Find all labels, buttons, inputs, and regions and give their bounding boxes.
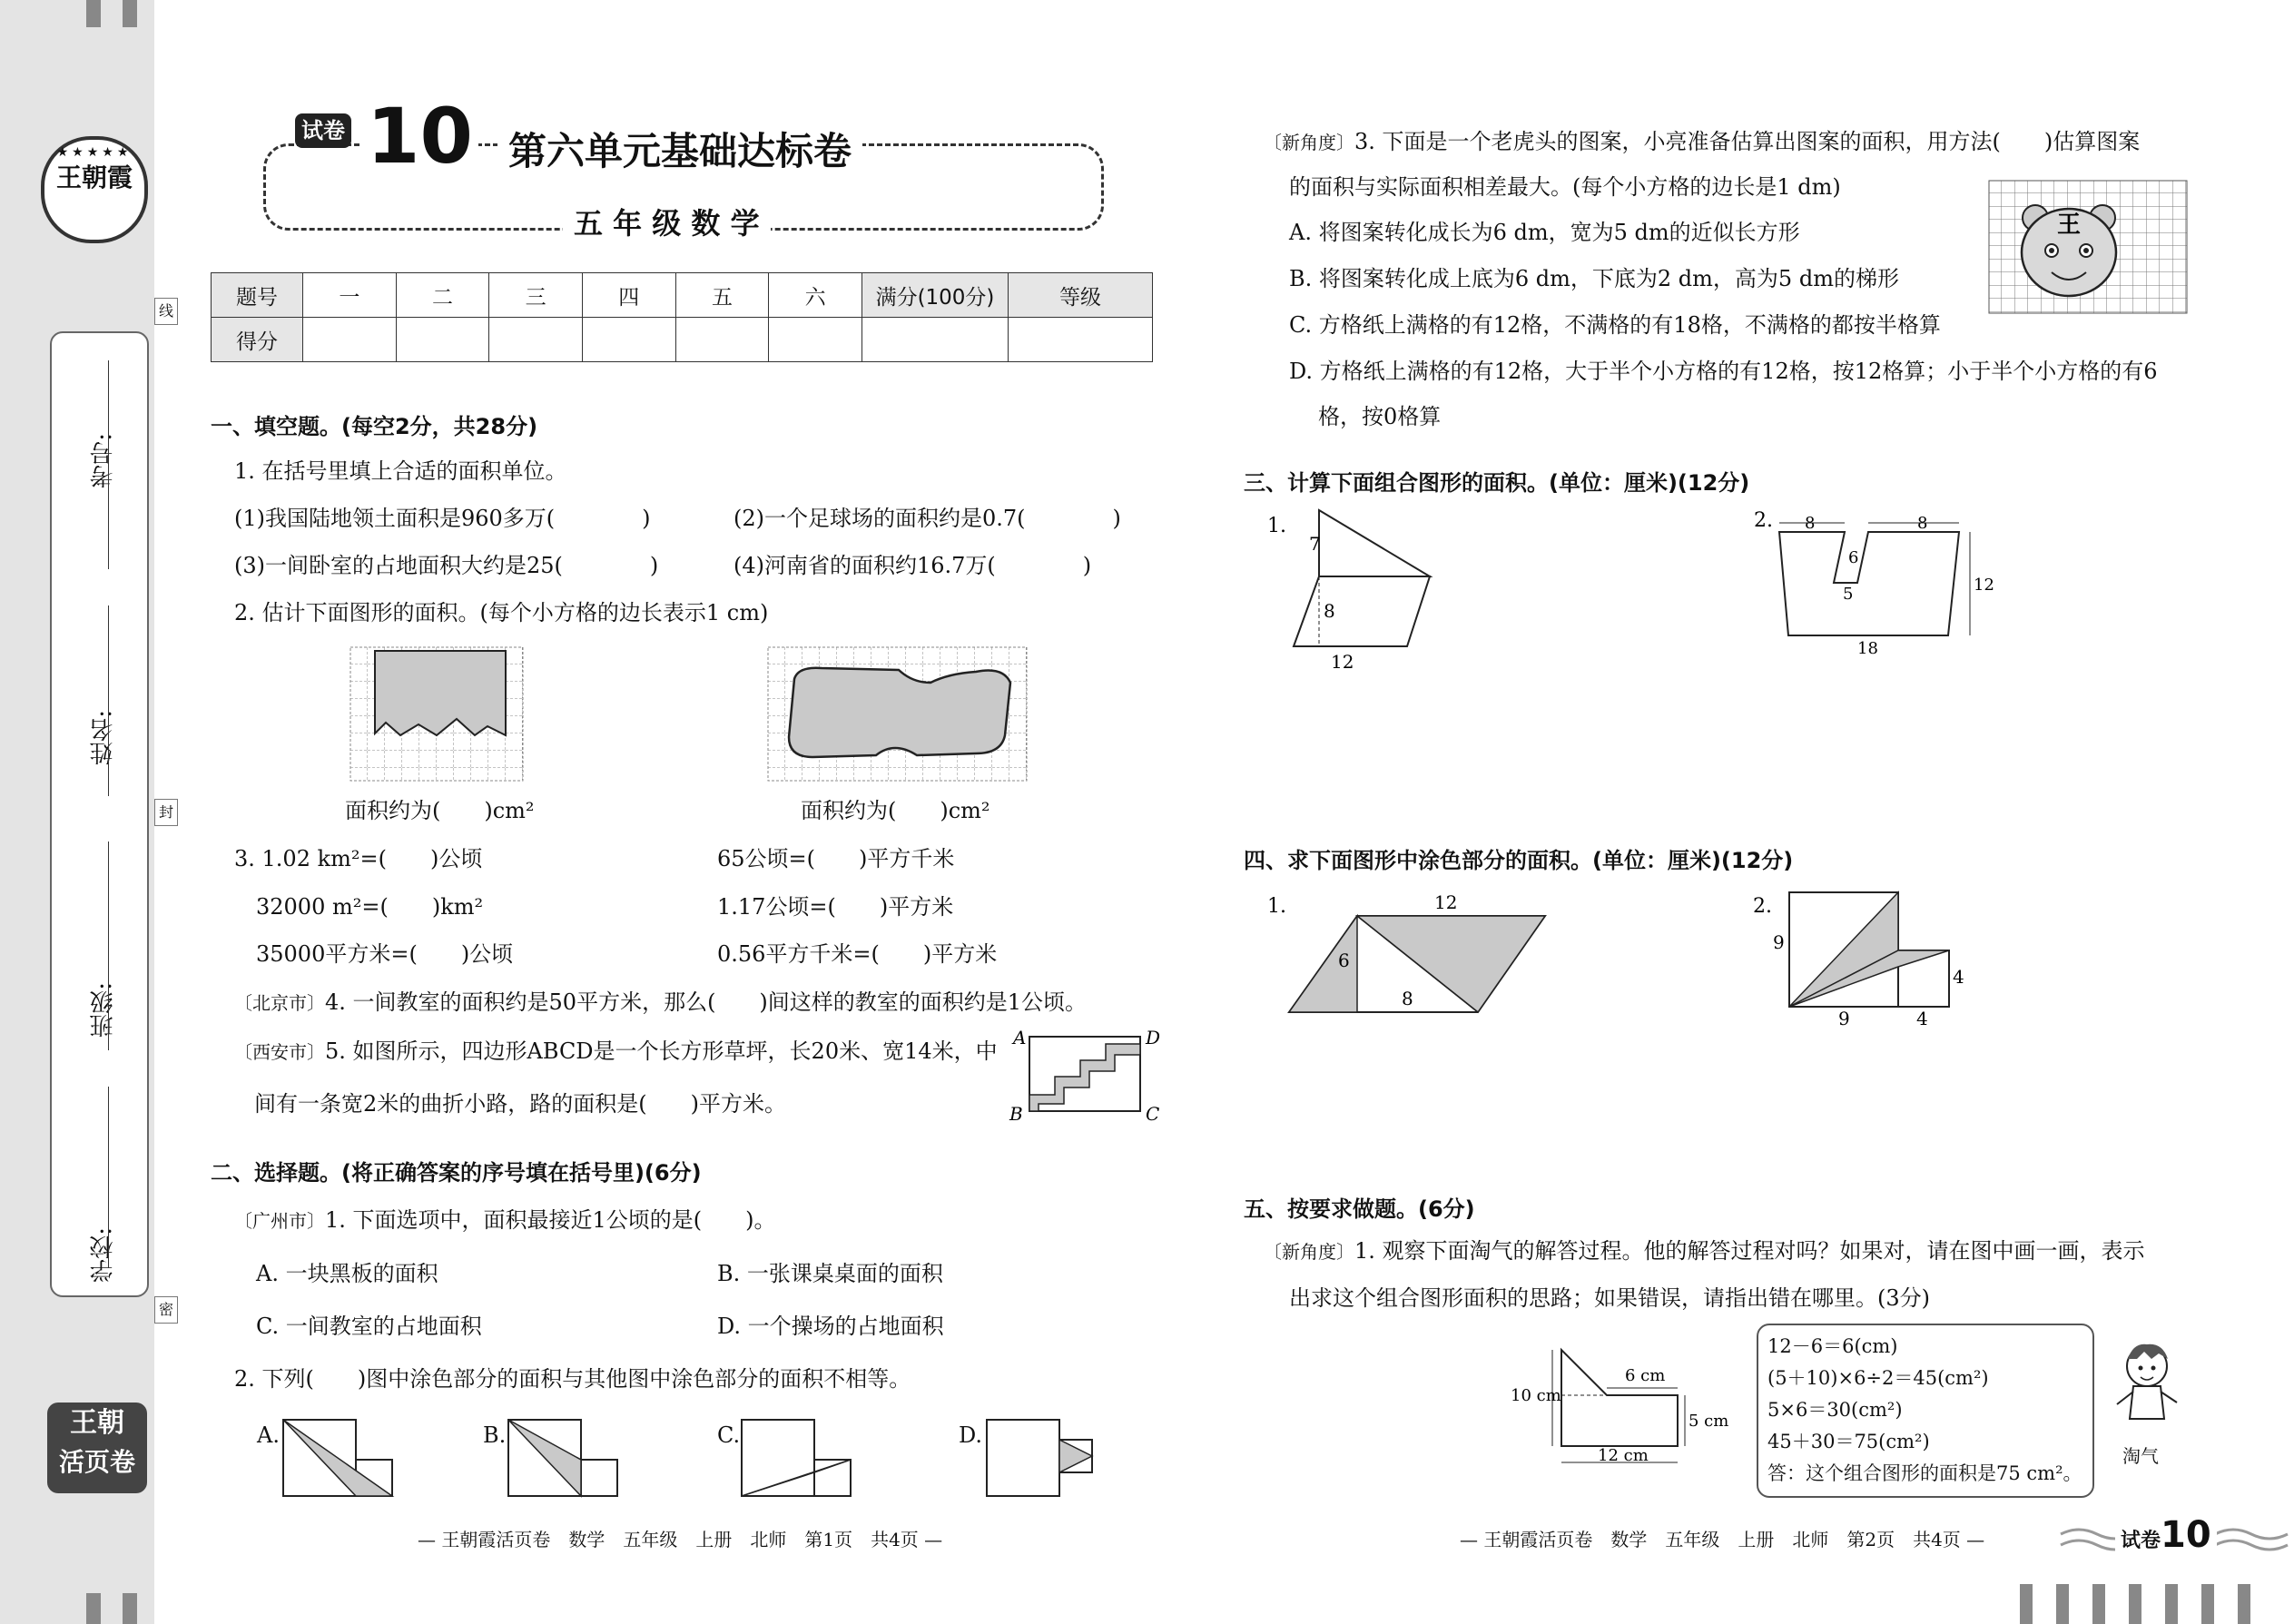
svg-text:18: 18 [1857,639,1878,658]
grid1-caption: 面积约为( )cm² [345,798,535,823]
s4-figure-1 [1262,885,1561,1021]
svg-text:8: 8 [1805,514,1816,533]
s5-q1-line2: 出求这个组合图形面积的思路；如果错误，请指出错在哪里。(3分) [1289,1285,1930,1311]
choice-figure-d [985,1418,1103,1500]
region-tag: 〔西安市〕 [234,1041,325,1063]
s2-q2-label-d: D. [959,1422,983,1448]
s4-figure-2 [1748,885,1964,1030]
score-col-5: 五 [675,273,769,318]
score-col-3: 三 [489,273,583,318]
page-subtitle: 五 年 级 数 学 [563,202,771,245]
score-cell[interactable] [862,318,1009,362]
section3-heading: 三、计算下面组合图形的面积。(单位：厘米)(12分) [1244,470,1750,496]
svg-text:12: 12 [1434,891,1458,913]
score-table [211,272,1153,362]
s1-q5-line2: 间有一条宽2米的曲折小路，路的面积是( )平方米。 [254,1091,786,1117]
solution-line-5: 答：这个组合图形的面积是75 cm²。 [1767,1462,2082,1484]
score-cell[interactable] [396,318,489,362]
svg-text:8: 8 [1402,988,1413,1009]
r-q3-opt-c: C. 方格纸上满格的有12格，不满格的有18格，不满格的都按半格算 [1289,312,1941,338]
product-logo: 王朝 活页卷 [47,1403,147,1493]
r-q3-line1: 〔新角度〕3. 下面是一个老虎头的图案，小亮准备估算出图案的面积，用方法( )估算图案 [1264,129,2141,154]
s1-q1: 1. 在括号里填上合适的面积单位。 [234,458,567,484]
r-q3-opt-a: A. 将图案转化成长为6 dm，宽为5 dm的近似长方形 [1289,220,1800,245]
svg-text:9: 9 [1773,931,1785,953]
section2-heading: 二、选择题。(将正确答案的序号填在括号里)(6分) [211,1160,702,1186]
s2-q2-label-a: A. [257,1422,280,1448]
tiger-grid-figure [1988,180,2190,318]
score-col-grade: 等级 [1009,273,1153,318]
s2-q1-opt-d: D. 一个操场的占地面积 [717,1314,944,1339]
svg-text:6 cm: 6 cm [1625,1366,1666,1385]
choice-figure-b [507,1418,625,1500]
s2-q1-opt-a: A. 一块黑板的面积 [256,1261,438,1286]
score-cell[interactable] [489,318,583,362]
page-badge: 试卷10 [2115,1514,2217,1556]
region-tag: 〔广州市〕 [234,1210,325,1232]
footer-left: — 王朝霞活页卷 数学 五年级 上册 北师 第1页 共4页 — [418,1529,943,1550]
svg-text:6: 6 [1848,548,1859,567]
svg-text:4: 4 [1953,966,1964,988]
s1-q3-b: 65公顷=( )平方千米 [717,846,955,871]
s2-q1-opt-c: C. 一间教室的占地面积 [256,1314,482,1339]
s1-q1-item4: (4)河南省的面积约16.7万( ) [733,553,1092,578]
region-tag: 〔新角度〕 [1264,1241,1354,1263]
s1-q1-item2: (2)一个足球场的面积约是0.7( ) [733,506,1121,531]
s2-q1: 〔广州市〕1. 下面选项中，面积最接近1公顷的是( )。 [234,1207,776,1233]
s1-q3-f: 0.56平方千米=( )平方米 [717,941,998,967]
grid2-caption: 面积约为( )cm² [801,798,990,823]
r-q3-opt-d-cont: 格，按0格算 [1318,404,1442,429]
abcd-label-c: C [1146,1103,1160,1125]
choice-figure-c [740,1418,858,1500]
s3-figure-1 [1262,499,1462,672]
abcd-label-d: D [1146,1027,1161,1048]
s2-q2-label-b: B. [483,1422,507,1448]
svg-text:9: 9 [1838,1008,1850,1029]
score-col-6: 六 [769,273,862,318]
grid-figure-2 [767,646,1030,782]
bottom-right-bars [2020,1584,2292,1624]
svg-text:7: 7 [1309,533,1321,555]
abcd-label-b: B [1009,1103,1023,1125]
score-cell[interactable] [675,318,769,362]
r-q3-opt-b: B. 将图案转化成上底为6 dm，下底为2 dm，高为5 dm的梯形 [1289,266,1899,291]
seal-mark-line: 线 [154,298,178,325]
svg-text:6: 6 [1338,950,1350,971]
score-col-label: 题号 [212,273,303,318]
school-line[interactable] [108,1087,109,1268]
score-cell[interactable] [303,318,397,362]
seal-mark-tight: 密 [154,1296,178,1324]
choice-figure-a [281,1418,399,1500]
student-info-box [50,331,149,1297]
svg-text:2.: 2. [1754,509,1773,532]
svg-text:5: 5 [1843,585,1854,604]
solution-line-4: 45＋30＝75(cm²) [1767,1431,1930,1452]
solution-line-3: 5×6＝30(cm²) [1767,1399,1903,1421]
page-title: 第六单元基础达标卷 [497,125,862,178]
svg-text:5 cm: 5 cm [1689,1412,1729,1431]
abcd-label-a: A [1013,1027,1027,1048]
grid-figure-1 [350,646,531,782]
name-line[interactable] [108,605,109,796]
exam-no-label: 考号: [90,433,117,488]
section5-heading: 五、按要求做题。(6分) [1244,1196,1475,1222]
solution-bubble [1757,1324,2094,1498]
s1-q3-c: 32000 m²=( )km² [256,894,484,920]
s1-q3-a: 3. 1.02 km²=( )公顷 [234,846,483,871]
s1-q1-item3: (3)一间卧室的占地面积大约是25( ) [234,553,659,578]
seal-mark-seal: 封 [154,799,178,826]
s3-figure-2 [1743,499,1994,672]
region-tag: 〔北京市〕 [234,992,325,1014]
svg-text:12: 12 [1331,651,1354,673]
r-q3-opt-d: D. 方格纸上满格的有12格，大于半个小方格的有12格，按12格算；小于半个小方格的有6 [1289,359,2158,384]
class-label: 班级: [90,982,117,1038]
brand-logo-badge [41,136,148,243]
s1-q3-e: 35000平方米=( )公顷 [256,941,514,967]
s1-q4: 〔北京市〕4. 一间教室的面积约是50平方米，那么( )间这样的教室的面积约是1公顷。 [234,989,1088,1015]
solution-line-1: 12－6＝6(cm) [1767,1335,1898,1357]
abcd-path-figure [1008,1026,1162,1126]
s1-q3-d: 1.17公顷=( )平方米 [717,894,954,920]
svg-text:1.: 1. [1267,895,1286,918]
taoqi-character-icon [2106,1339,2188,1448]
svg-text:12 cm: 12 cm [1598,1446,1649,1465]
score-table-score-row [212,318,1153,362]
class-line[interactable] [108,842,109,1050]
s2-q2: 2. 下列( )图中涂色部分的面积与其他图中涂色部分的面积不相等。 [234,1366,911,1392]
score-cell[interactable] [1009,318,1153,362]
region-tag: 〔新角度〕 [1264,132,1354,153]
s1-q1-item1: (1)我国陆地领土面积是960多万( ) [234,506,651,531]
score-row-label: 得分 [212,318,303,362]
svg-text:12: 12 [1974,576,1994,595]
s1-q5-line1: 〔西安市〕5. 如图所示，四边形ABCD是一个长方形草坪，长20米、宽14米，中 [234,1038,998,1064]
svg-text:4: 4 [1916,1008,1928,1029]
s5-q1-line1: 〔新角度〕1. 观察下面淘气的解答过程。他的解答过程对吗？如果对，请在图中画一画，表示 [1264,1238,2145,1264]
score-col-1: 一 [303,273,397,318]
logo-text: 王朝霞 [55,162,133,192]
svg-text:8: 8 [1917,514,1928,533]
exam-number: 10 [361,95,478,177]
score-col-2: 二 [396,273,489,318]
s2-q1-opt-b: B. 一张课桌桌面的面积 [717,1261,943,1286]
s1-q2: 2. 估计下面图形的面积。(每个小方格的边长表示1 cm) [234,600,769,625]
s2-q2-label-c: C. [717,1422,741,1448]
character-name: 淘气 [2122,1445,2159,1467]
score-cell[interactable] [769,318,862,362]
svg-text:王: 王 [2057,212,2082,239]
score-cell[interactable] [582,318,675,362]
score-col-4: 四 [582,273,675,318]
svg-text:1.: 1. [1267,515,1286,537]
svg-text:10 cm: 10 cm [1511,1386,1561,1405]
school-label: 学校: [90,1227,117,1283]
exam-no-line[interactable] [108,360,109,569]
exam-tag: 试卷 [295,113,351,148]
footer-right: — 王朝霞活页卷 数学 五年级 上册 北师 第2页 共4页 — [1460,1529,1985,1550]
r-q3-line2: 的面积与实际面积相差最大。(每个小方格的边长是1 dm) [1289,174,1841,200]
solution-line-2: (5＋10)×6÷2＝45(cm²) [1767,1367,1989,1389]
logo-stars: ★★★★★ [56,145,133,160]
section1-heading: 一、填空题。(每空2分，共28分) [211,414,538,439]
tiger-head-icon [2022,205,2116,296]
section4-heading: 四、求下面图形中涂色部分的面积。(单位：厘米)(12分) [1244,848,1794,873]
score-col-full: 满分(100分) [862,273,1009,318]
score-table-header-row [212,273,1153,318]
s5-composite-figure [1507,1339,1752,1484]
name-label: 姓名: [90,710,117,765]
svg-text:2.: 2. [1753,895,1772,918]
svg-text:8: 8 [1324,600,1335,622]
